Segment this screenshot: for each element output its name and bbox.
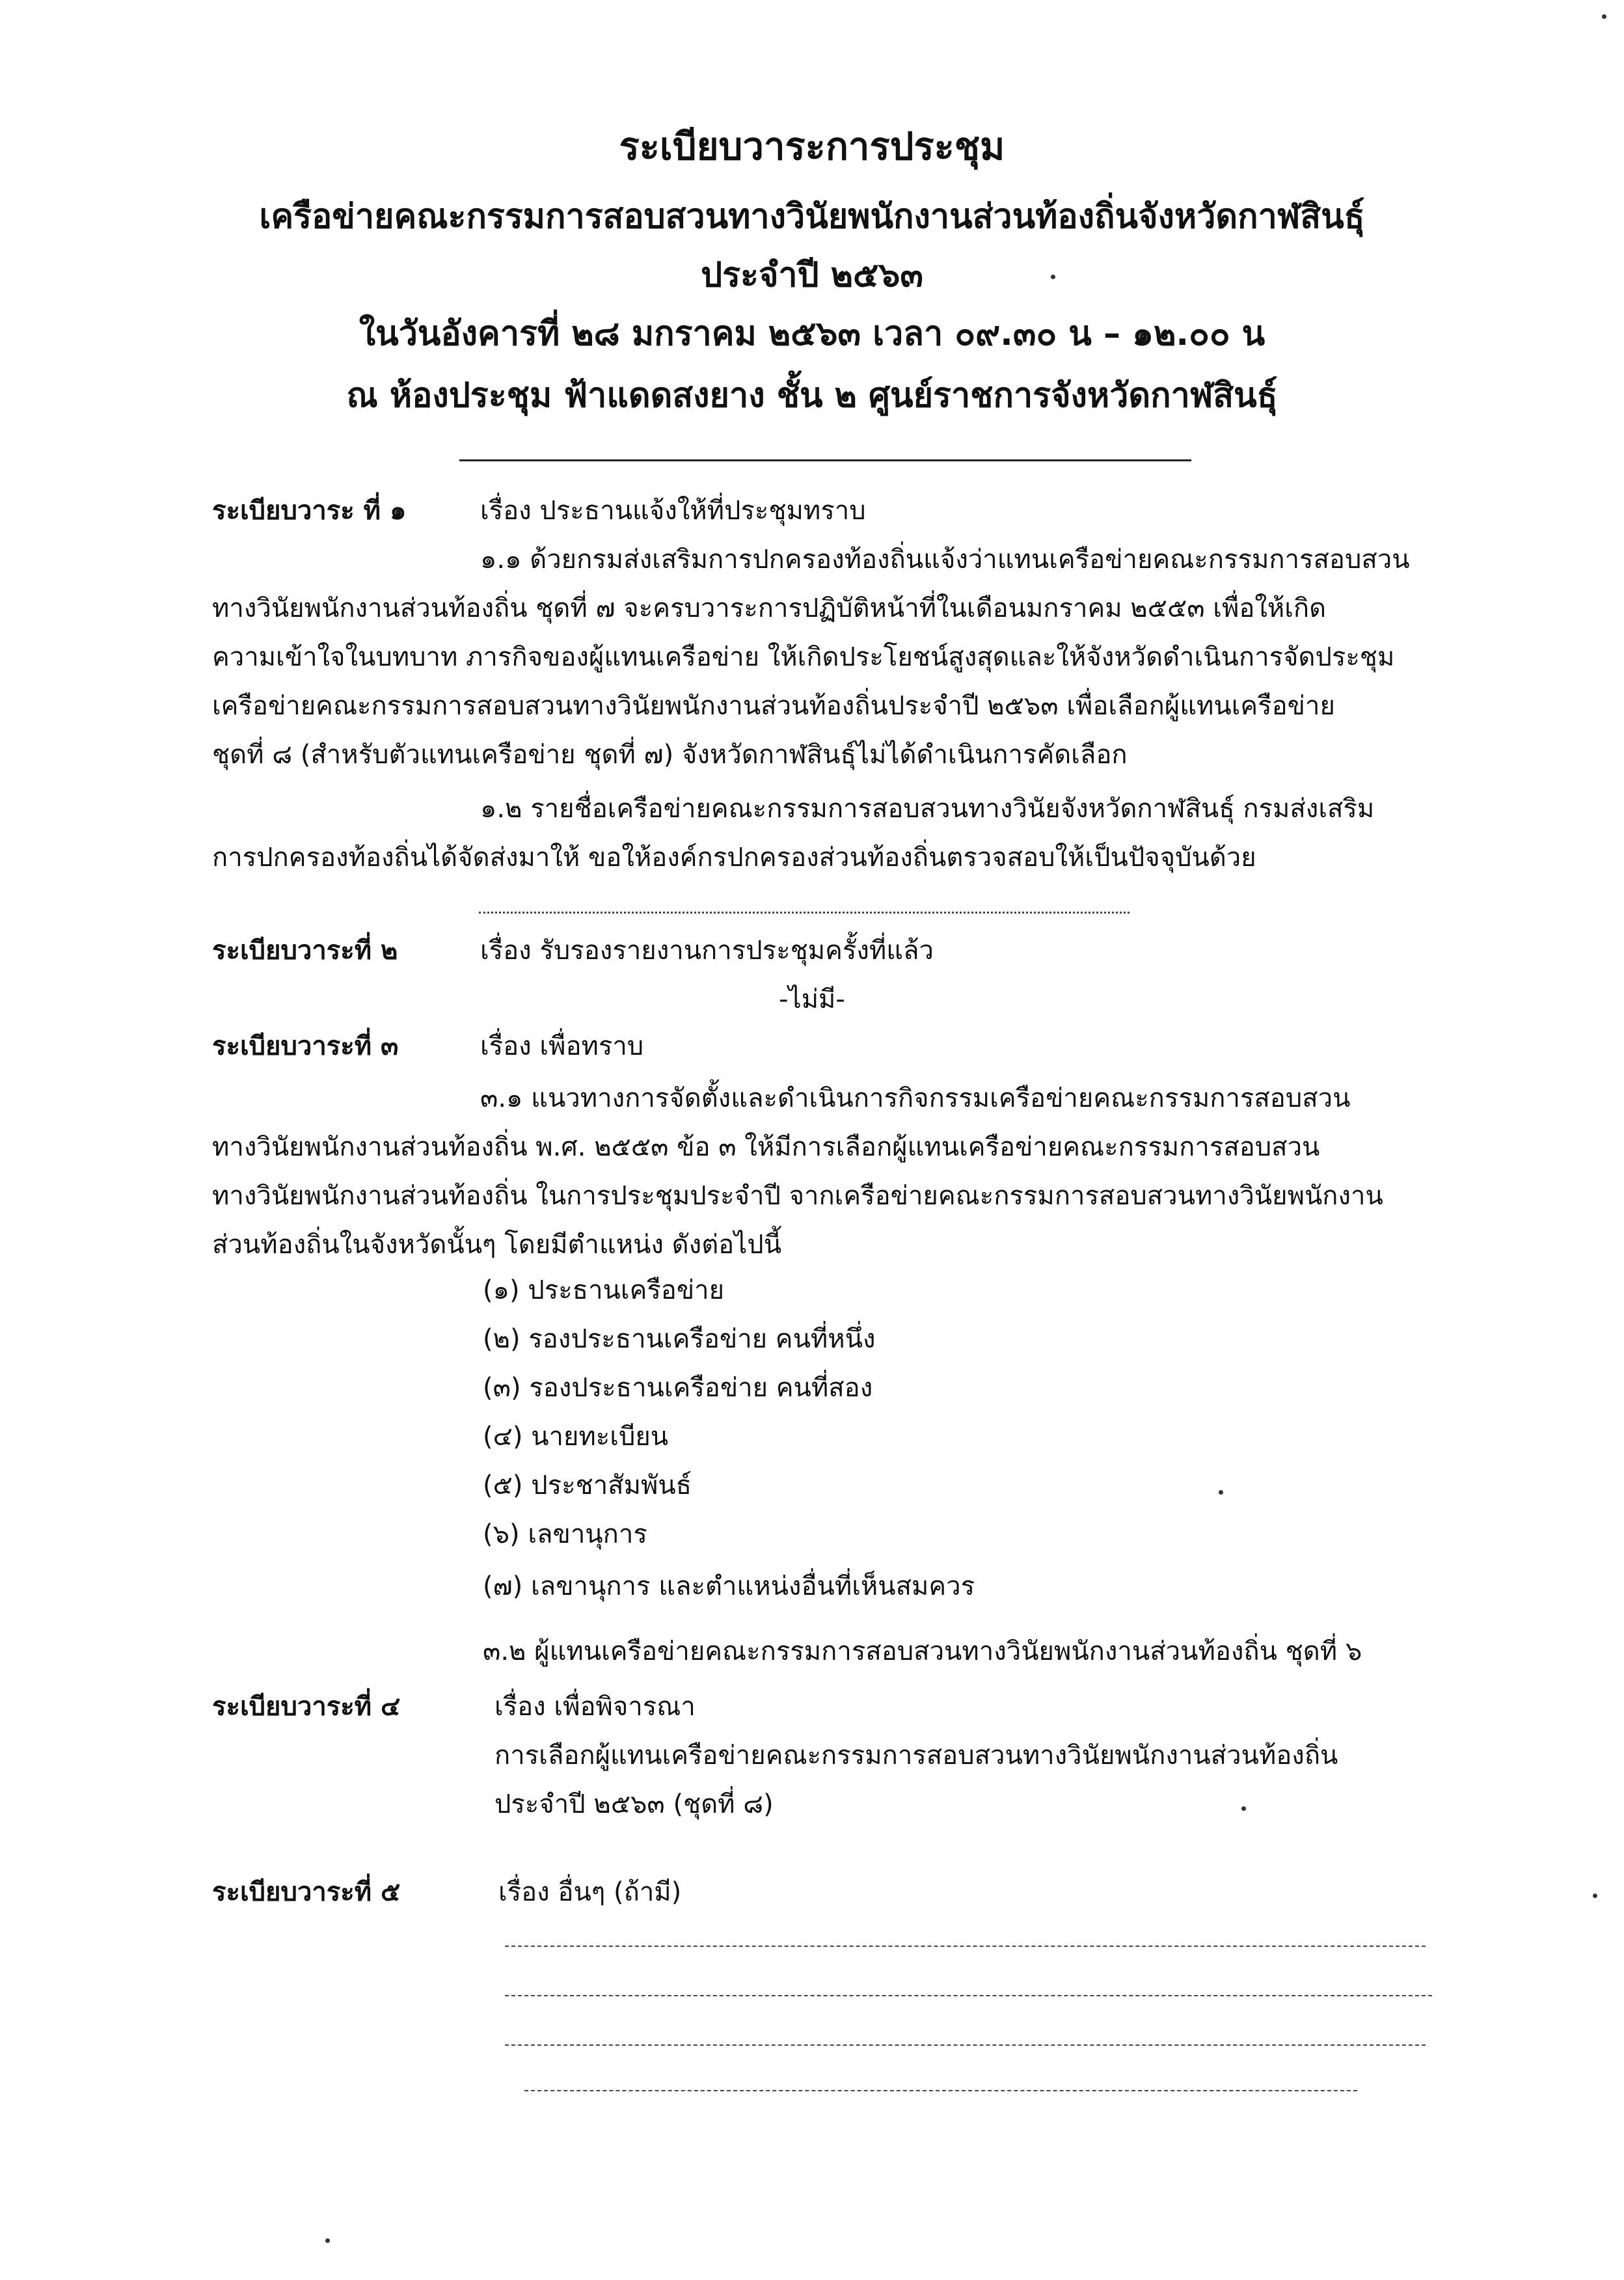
blank-note-line [505, 2044, 1426, 2046]
scan-speck [325, 2238, 330, 2243]
agenda-3-subject: เรื่อง เพื่อทราบ [480, 1031, 644, 1061]
position-item: (๕) ประชาสัมพันธ์ [483, 1471, 692, 1500]
agenda-3-paragraph-line: ๓.๑ แนวทางการจัดตั้งและดำเนินการกิจกรรมเครือข่ายคณะกรรมการสอบสวน [480, 1083, 1351, 1113]
position-item: (๑) ประธานเครือข่าย [483, 1275, 725, 1305]
agenda-1-paragraph-line: การปกครองท้องถิ่นได้จัดส่งมาให้ ขอให้องค์กรปกครองส่วนท้องถิ่นตรวจสอบให้เป็นปัจจุบันด้วย [212, 843, 1256, 873]
blank-note-line [505, 1995, 1432, 1996]
agenda-4-detail-line: ประจำปี ๒๕๖๓ (ชุดที่ ๘) [494, 1789, 774, 1819]
agenda-3-paragraph-line: ส่วนท้องถิ่นในจังหวัดนั้นๆ โดยมีตำแหน่ง ดังต่อไปนี้ [212, 1230, 782, 1260]
agenda-3-paragraph-line: ทางวินัยพนักงานส่วนท้องถิ่น พ.ศ. ๒๕๕๓ ข้อ ๓ ให้มีการเลือกผู้แทนเครือข่ายคณะกรรมการสอบสวน [212, 1132, 1320, 1162]
agenda-1-paragraph-line: ๑.๒ รายชื่อเครือข่ายคณะกรรมการสอบสวนทางวินัยจังหวัดกาฬสินธุ์ กรมส่งเสริม [480, 794, 1375, 824]
scan-speck [1593, 1893, 1597, 1898]
agenda-2-subject: เรื่อง รับรองรายงานการประชุมครั้งที่แล้ว [480, 936, 934, 966]
agenda-1-paragraph-line: เครือข่ายคณะกรรมการสอบสวนทางวินัยพนักงานส่วนท้องถิ่นประจำปี ๒๕๖๓ เพื่อเลือกผู้แทนเครือข่าย [212, 691, 1335, 721]
agenda-2-label: ระเบียบวาระที่ ๒ [212, 936, 398, 966]
agenda-5-label: ระเบียบวาระที่ ๕ [212, 1877, 401, 1907]
position-item: (๓) รองประธานเครือข่าย คนที่สอง [483, 1373, 873, 1403]
scan-speck [1602, 14, 1606, 19]
agenda-4-subject: เรื่อง เพื่อพิจารณา [494, 1692, 696, 1722]
agenda-1-paragraph-line: ๑.๑ ด้วยกรมส่งเสริมการปกครองท้องถิ่นแจ้งว่าแทนเครือข่ายคณะกรรมการสอบสวน [480, 545, 1410, 575]
section-divider [479, 912, 1130, 914]
blank-note-line [505, 1946, 1426, 1947]
agenda-3-item-2: ๓.๒ ผู้แทนเครือข่ายคณะกรรมการสอบสวนทางวินัยพนักงานส่วนท้องถิ่น ชุดที่ ๖ [483, 1636, 1362, 1666]
document-title: ระเบียบวาระการประชุม [619, 124, 1005, 169]
agenda-1-paragraph-line: ทางวินัยพนักงานส่วนท้องถิ่น ชุดที่ ๗ จะครบวาระการปฏิบัติหน้าที่ในเดือนมกราคม ๒๕๕๓ เพื่อให้เกิด [212, 593, 1327, 623]
position-item: (๔) นายทะเบียน [483, 1422, 669, 1452]
meeting-venue: ณ ห้องประชุม ฟ้าแดดสงยาง ชั้น ๒ ศูนย์ราชการจังหวัดกาฬสินธุ์ [346, 376, 1278, 415]
agenda-3-paragraph-line: ทางวินัยพนักงานส่วนท้องถิ่น ในการประชุมประจำปี จากเครือข่ายคณะกรรมการสอบสวนทางวินัยพนักงาน [212, 1181, 1383, 1211]
position-item: (๖) เลขานุการ [483, 1519, 647, 1549]
meeting-year: ประจำปี ๒๕๖๓ [701, 256, 923, 295]
meeting-datetime: ในวันอังคารที่ ๒๘ มกราคม ๒๕๖๓ เวลา ๐๙.๓๐ น – ๑๒.๐๐ น [359, 314, 1265, 353]
header-divider [459, 459, 1191, 461]
position-item: (๒) รองประธานเครือข่าย คนที่หนึ่ง [483, 1324, 876, 1354]
position-item: (๗) เลขานุการ และตำแหน่งอื่นที่เห็นสมควร [483, 1571, 975, 1601]
agenda-2-none: -ไม่มี- [779, 984, 845, 1014]
agenda-1-subject: เรื่อง ประธานแจ้งให้ที่ประชุมทราบ [480, 496, 866, 526]
scan-speck [1051, 275, 1055, 279]
scan-speck [1241, 1806, 1246, 1811]
network-name: เครือข่ายคณะกรรมการสอบสวนทางวินัยพนักงานส่วนท้องถิ่นจังหวัดกาฬสินธุ์ [259, 197, 1365, 236]
agenda-4-label: ระเบียบวาระที่ ๔ [212, 1692, 401, 1722]
scan-speck [1219, 1490, 1223, 1495]
agenda-3-label: ระเบียบวาระที่ ๓ [212, 1031, 399, 1061]
agenda-4-detail-line: การเลือกผู้แทนเครือข่ายคณะกรรมการสอบสวนทางวินัยพนักงานส่วนท้องถิ่น [494, 1741, 1338, 1771]
agenda-1-label: ระเบียบวาระ ที่ ๑ [212, 496, 407, 526]
agenda-5-subject: เรื่อง อื่นๆ (ถ้ามี) [498, 1877, 682, 1907]
blank-note-line [524, 2090, 1357, 2091]
agenda-1-paragraph-line: ชุดที่ ๘ (สำหรับตัวแทนเครือข่าย ชุดที่ ๗) จังหวัดกาฬสินธุ์ไม่ได้ดำเนินการคัดเลือก [212, 740, 1128, 770]
agenda-1-paragraph-line: ความเข้าใจในบทบาท ภารกิจของผู้แทนเครือข่าย ให้เกิดประโยชน์สูงสุดและให้จังหวัดดำเนินการจัดประชุม [212, 642, 1395, 672]
